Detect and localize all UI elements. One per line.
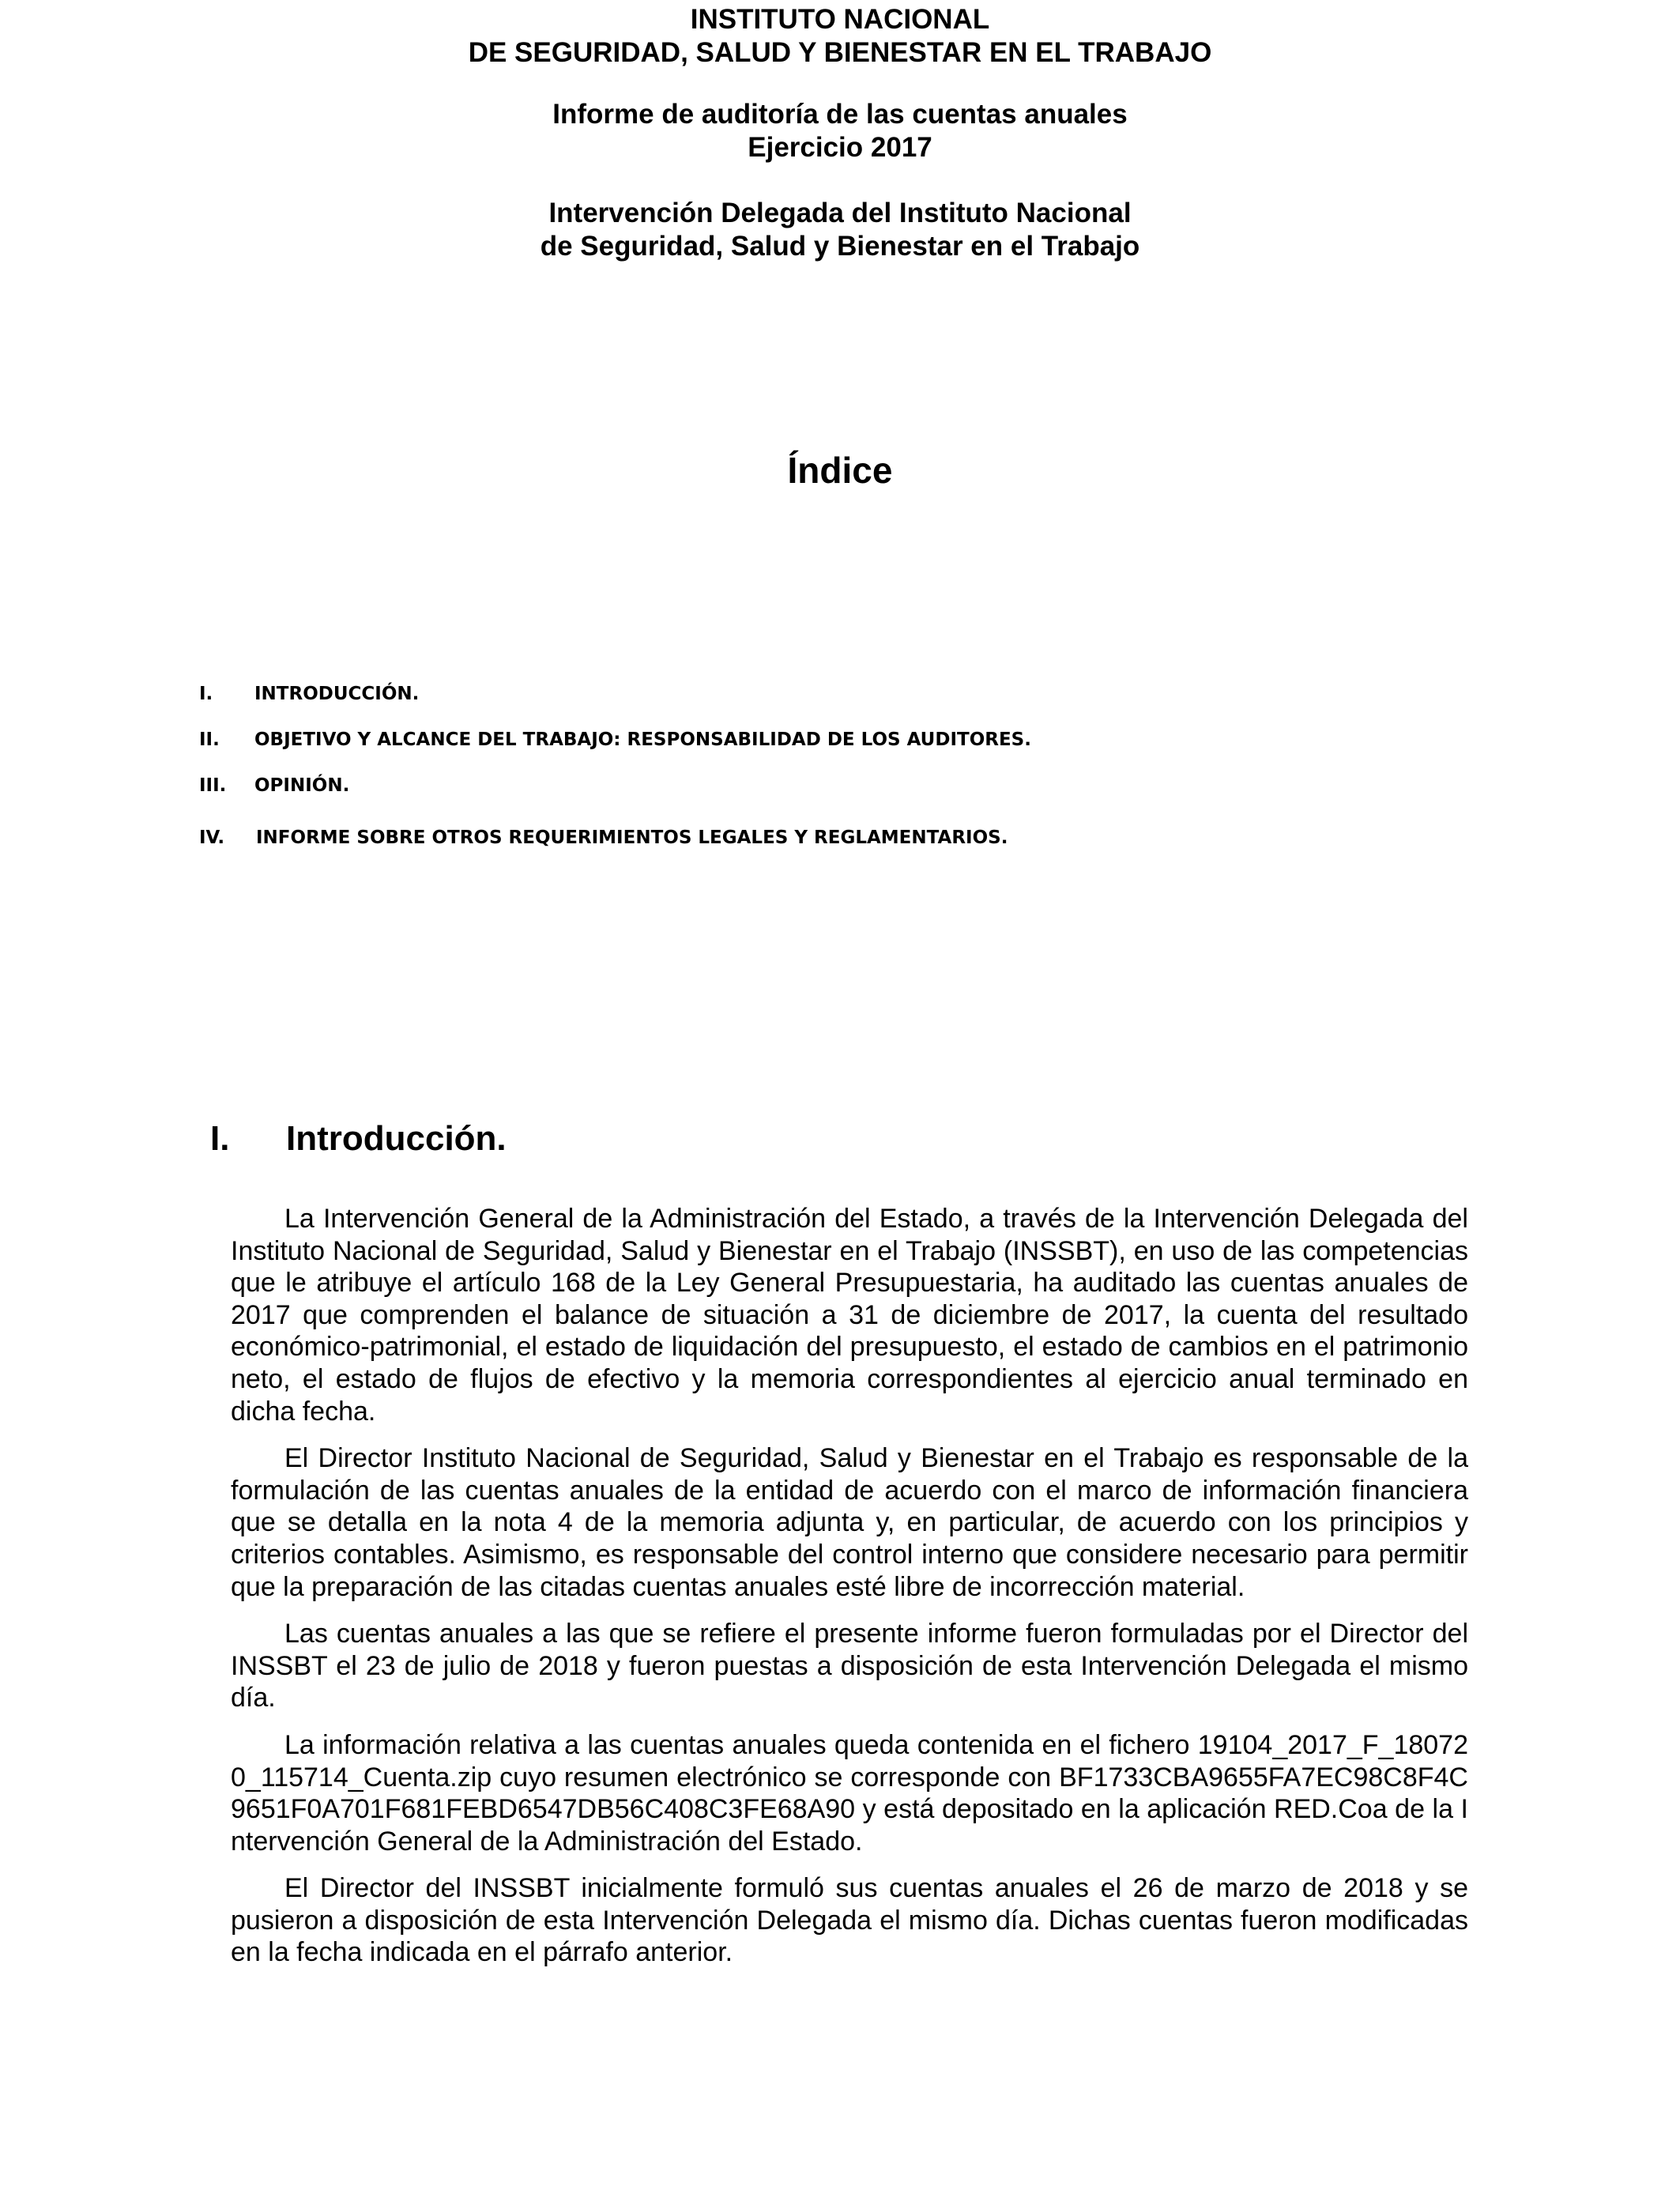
paragraph-3: Las cuentas anuales a las que se refiere el presente informe fueron formuladas por el Director del INSSBT el 23 de julio de 2018 y fueron puestas a disposición de esta Intervención Delegada el mismo día. xyxy=(231,1619,1468,1713)
toc-item-label: OBJETIVO Y ALCANCE DEL TRABAJO: RESPONSABILIDAD DE LOS AUDITORES. xyxy=(254,729,1031,750)
toc-item-objetivo[interactable] xyxy=(199,726,1031,753)
toc-item-number: I. xyxy=(199,684,213,704)
paragraph-4: La información relativa a las cuentas anuales queda contenida en el fichero 19104_2017_F_180720_115714_Cuenta.zip cuyo resumen electrónico se corresponde con BF1733CBA9655FA7EC98C8F4C9651F0A701F681FEBD6547DB56C408C3FE68A90 y está depositado en la aplicación RED.Coa de la Intervención General de la Administración del Estado. xyxy=(231,1729,1468,1857)
header-report-title: Informe de auditoría de las cuentas anuales xyxy=(552,99,1128,130)
header-issuer-line-2: de Seguridad, Salud y Bienestar en el Trabajo xyxy=(540,231,1140,262)
section-number: I. xyxy=(210,1119,230,1158)
paragraph-1: La Intervención General de la Administración del Estado, a través de la Intervención Delegada del Instituto Nacional de Seguridad, Salud y Bienestar en el Trabajo (INSSBT), en uso de las competencias que le atribuye el artículo 168 de la Ley General Presupuestaria, ha auditado las cuentas anuales de 2017 que comprenden el balance de situación a 31 de diciembre de 2017, la cuenta del resultado económico-patrimonial, el estado de liquidación del presupuesto, el estado de cambios en el patrimonio neto, el estado de flujos de efectivo y la memoria correspondientes al ejercicio anual terminado en dicha fecha. xyxy=(231,1204,1468,1427)
toc-item-introduccion[interactable] xyxy=(199,680,419,707)
section-heading-introduccion xyxy=(210,1117,507,1161)
toc-item-label: INTRODUCCIÓN. xyxy=(254,684,420,704)
toc-item-informe[interactable] xyxy=(199,824,1008,851)
toc-item-number: III. xyxy=(199,775,227,796)
toc-item-opinion[interactable] xyxy=(199,772,349,799)
toc-item-number: II. xyxy=(199,729,220,750)
header-institution-line-1: INSTITUTO NACIONAL xyxy=(690,4,990,35)
section-body xyxy=(231,1203,1468,1984)
paragraph-5: El Director del INSSBT inicialmente formuló sus cuentas anuales el 26 de marzo de 2018 y se pusieron a disposición de esta Intervención Delegada el mismo día. Dichas cuentas fueron modificadas en la fecha indicada en el párrafo anterior. xyxy=(231,1873,1468,1968)
header-fiscal-year: Ejercicio 2017 xyxy=(748,132,932,163)
toc-item-number: IV. xyxy=(199,827,225,848)
document-header xyxy=(0,3,1680,263)
toc-item-label: OPINIÓN. xyxy=(254,775,350,796)
header-institution-line-2: DE SEGURIDAD, SALUD Y BIENESTAR EN EL TRABAJO xyxy=(468,37,1212,68)
paragraph-2: El Director Instituto Nacional de Seguridad, Salud y Bienestar en el Trabajo es responsable de la formulación de las cuentas anuales de la entidad de acuerdo con el marco de información financiera que se detalla en la nota 4 de la memoria adjunta y, en particular, de acuerdo con los principios y criterios contables. Asimismo, es responsable del control interno que considere necesario para permitir que la preparación de las citadas cuentas anuales esté libre de incorrección material. xyxy=(231,1443,1468,1602)
toc-item-label: INFORME SOBRE OTROS REQUERIMIENTOS LEGALES Y REGLAMENTARIOS. xyxy=(256,827,1008,848)
index-title: Índice xyxy=(787,450,893,491)
header-issuer-line-1: Intervención Delegada del Instituto Nacional xyxy=(548,198,1132,228)
section-title: Introducción. xyxy=(286,1119,507,1158)
